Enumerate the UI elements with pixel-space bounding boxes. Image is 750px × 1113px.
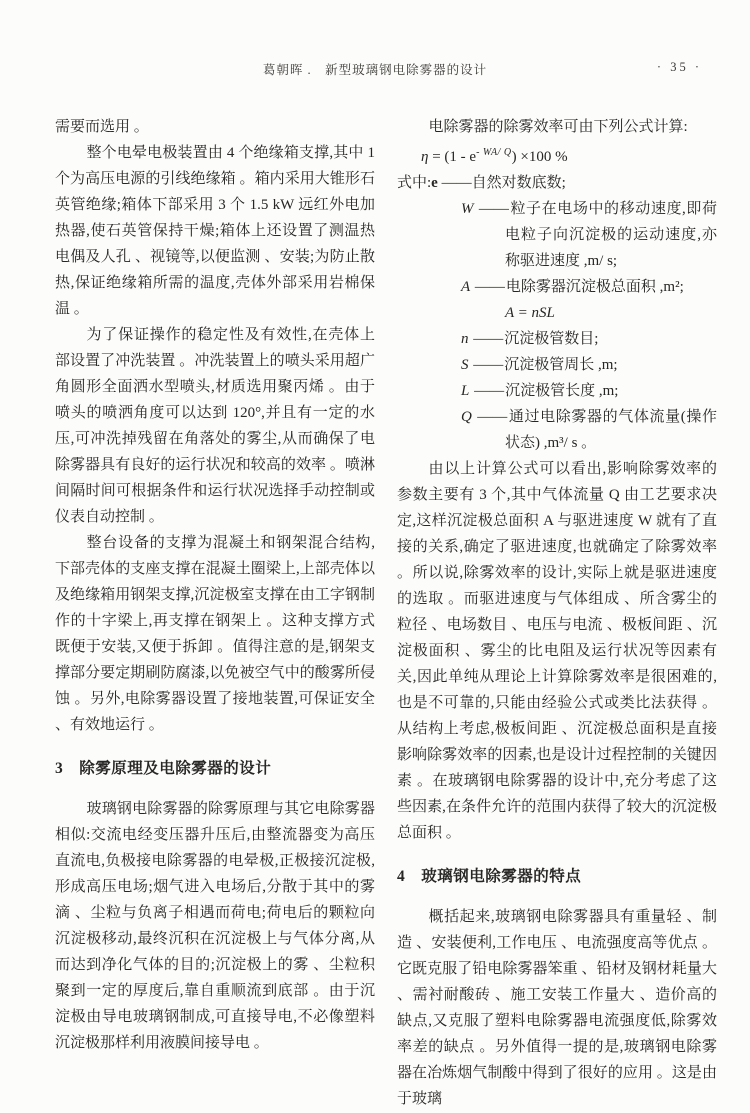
- area-formula: A = nSL: [505, 305, 555, 321]
- em-dash: ——: [478, 201, 509, 217]
- definition-item: [397, 404, 717, 456]
- efficiency-formula: [421, 140, 717, 170]
- paragraph: 玻璃钢电除雾器的除雾原理与其它电除雾器相似:交流电经变压器升压后,由整流器变为高压直流电,负极接电除雾器的电晕极,正极接沉淀极,形成高压电场;烟气进入电场后,分散于其中的雾滴 、尘粒与负离子相遇而荷电;荷电后的颗粒向沉淀极移动,最终沉积在沉淀极上与气体分离,从而达到净化气体的目的;沉淀极上的雾 、尘粒积聚到一定的厚度后,靠自重顺流到底部 。由于沉淀极由导电玻璃钢制成,可直接导电,不必像塑料沉淀极那样利用液膜间接导电 。: [55, 801, 375, 1051]
- variable-symbol: L: [461, 383, 470, 399]
- section-heading-4: 4 玻璃钢电除雾器的特点: [397, 868, 582, 885]
- paragraph: 由以上计算公式可以看出,影响除雾效率的参数主要有 3 个,其中气体流量 Q 由工艺要求决定,这样沉淀极总面积 A 与驱进速度 W 就有了直接的关系,确定了驱进速度,也就确定了除雾效率 。所以说,除雾效率的设计,实际上就是驱进速度的选取 。而驱进速度与气体组成 、所含雾尘的粒径 、电场数目 、电压与电流 、极板间距 、沉淀极面积 、雾尘的比电阻及运行状况等因素有关,因此单纯从理论上计算除雾效率是很困难的,也是不可靠的,只能由经验公式或类比法获得 。从结构上考虑,极板间距 、沉淀极总面积是直接影响除雾效率的因素,也是设计过程控制的关键因素 。在玻璃钢电除雾器的设计中,充分考虑了这些因素,在条件允许的范围内获得了较大的沉淀极总面积 。: [397, 461, 717, 841]
- paragraph: 整台设备的支撑为混凝土和钢架混合结构,下部壳体的支座支撑在混凝土圈梁上,上部壳体以及绝缘箱用钢架支撑,沉淀极室支撑在由工字钢制作的十字梁上,再支撑在钢架上 。这种支撑方式既便于安装,又便于拆卸 。值得注意的是,钢架支撑部分要定期刷防腐漆,以免被空气中的酸雾所侵蚀 。另外,电除雾器设置了接地装置,可保证安全 、有效地运行 。: [55, 535, 375, 733]
- definition-item: [397, 326, 717, 352]
- em-dash: ——: [474, 279, 505, 295]
- definition-text: 电除雾器沉淀极总面积 ,m²;: [505, 279, 684, 295]
- em-dash: ——: [477, 409, 508, 425]
- paragraph: 概括起来,玻璃钢电除雾器具有重量轻 、制造 、安装便利,工作电压 、电流强度高等优点 。它既克服了铅电除雾器笨重 、铅材及钢材耗量大 、需衬耐酸砖 、施工安装工作量大 、造价高的缺点,又克服了塑料电除雾器电流强度低,除雾效率差的缺点 。另外值得一提的是,玻璃钢电除雾器在冶炼烟气制酸中得到了很好的应用 。这是由于玻璃: [397, 909, 717, 1107]
- formula-body: = (1 - e: [428, 149, 477, 165]
- paragraph: 整个电晕电极装置由 4 个绝缘箱支撑,其中 1 个为高压电源的引线绝缘箱 。箱内采用大锥形石英管绝缘;箱体下部采用 3 个 1.5 kW 远红外电加热器,使石英管保持干燥;箱体上还设置了测温热电偶及人孔 、视镜等,以便监测 、安装;为防止散热,保证绝缘箱所需的温度,壳体外部采用岩棉保温 。: [55, 145, 375, 317]
- variable-symbol: e: [431, 175, 438, 191]
- definition-text: 自然对数底数;: [471, 175, 566, 191]
- definition-item: [397, 170, 717, 196]
- definition-item: [397, 196, 717, 274]
- em-dash: ——: [441, 175, 472, 191]
- left-column: [55, 114, 375, 1112]
- variable-symbol: Q: [461, 409, 472, 425]
- definition-item: [397, 274, 717, 300]
- paragraph-continuation: 需要而选用 。: [55, 119, 149, 135]
- definition-text: 沉淀极管周长 ,m;: [504, 357, 618, 373]
- definition-item: [397, 378, 717, 404]
- two-column-body: [0, 114, 750, 1112]
- section-heading-3: 3 除雾原理及电除雾器的设计: [55, 760, 272, 777]
- page-number: · 35 ·: [656, 60, 702, 74]
- definition-text: 沉淀极管数目;: [504, 331, 599, 347]
- definition-text: 通过电除雾器的气体流量(操作状态) ,m³/ s 。: [505, 409, 718, 451]
- running-header-title: 葛朝晖 . 新型玻璃钢电除雾器的设计: [262, 63, 488, 77]
- definition-text: 沉淀极管长度 ,m;: [505, 383, 619, 399]
- paragraph: 为了保证操作的稳定性及有效性,在壳体上部设置了冲洗装置 。冲洗装置上的喷头采用超广角圆形全面洒水型喷头,材质选用聚丙烯 。由于喷头的喷洒角度可以达到 120°,并且有一定的水压,可冲洗掉残留在角落处的雾尘,从而确保了电除雾器具有良好的运行状况和较高的效率 。喷淋间隔时间可根据条件和运行状况选择手动控制或仪表自动控制 。: [55, 327, 375, 525]
- eta-symbol: η: [421, 149, 429, 165]
- running-header: [0, 0, 750, 82]
- formula-close: ) ×100 %: [511, 149, 568, 165]
- variable-symbol: W: [461, 201, 474, 217]
- variable-symbol: A: [461, 279, 471, 295]
- variable-symbol: n: [461, 331, 469, 347]
- where-prefix: 式中:: [397, 175, 432, 191]
- formula-exponent: - WA/ Q: [476, 147, 512, 158]
- em-dash: ——: [473, 357, 504, 373]
- definition-text: 粒子在电场中的移动速度,即荷电粒子向沉淀极的运动速度,亦称驱进速度 ,m/ s;: [505, 201, 717, 269]
- right-column: [397, 114, 717, 1112]
- paragraph: 电除雾器的除雾效率可由下列公式计算:: [428, 119, 688, 135]
- definition-item: [397, 352, 717, 378]
- em-dash: ——: [474, 383, 505, 399]
- variable-symbol: S: [461, 357, 469, 373]
- em-dash: ——: [473, 331, 504, 347]
